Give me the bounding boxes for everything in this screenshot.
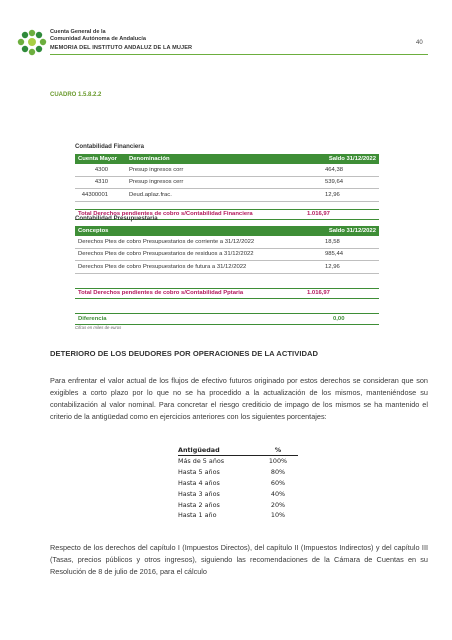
denominacion-cell: Presup ingresos cerr (126, 176, 293, 189)
table-row (75, 248, 379, 261)
denominacion-cell: Presup ingresos corr (126, 164, 293, 176)
table-row (178, 478, 298, 489)
table-row (178, 456, 298, 467)
saldo-cell: 12,96 (293, 261, 379, 274)
saldo-cell: 539,64 (293, 176, 379, 189)
total-label: Total Derechos pendientes de cobro s/Contabilidad Financiera (75, 209, 293, 219)
financiera-table (75, 154, 379, 220)
cuenta-cell: 4300 (75, 164, 126, 176)
table-header-row (75, 154, 379, 164)
cuenta-cell: 44300001 (75, 189, 126, 202)
pct-cell: 60% (270, 478, 286, 487)
antiguedad-cell: Hasta 3 años (178, 489, 220, 498)
antiguedad-cell: Hasta 2 años (178, 500, 220, 509)
antiguedad-cell: Hasta 1 año (178, 511, 217, 520)
diferencia-value: 0,00 (333, 315, 345, 322)
table-row (178, 499, 298, 510)
cuenta-cell: 4310 (75, 176, 126, 189)
cuadro-id: CUADRO 1.5.8.2.2 (50, 92, 102, 98)
presupuestaria-title: Contabilidad Presupuestaria (75, 215, 158, 222)
concepto-cell: Derechos Ptes de cobro Presupuestarios de futura a 31/12/2022 (75, 261, 293, 274)
org-name-line2: Comunidad Autónoma de Andalucía (50, 35, 146, 42)
antiguedad-cell: Hasta 5 años (178, 468, 220, 477)
page-number: 40 (416, 40, 423, 46)
total-label: Total Derechos pendientes de cobro s/Contabilidad Pptaria (75, 288, 293, 298)
header-saldo: Saldo 31/12/2022 (293, 226, 379, 236)
table-header-row (75, 226, 379, 236)
table-header-row (178, 445, 298, 456)
concepto-cell: Derechos Ptes de cobro Presupuestarios de corriente a 31/12/2022 (75, 236, 293, 248)
table-row (75, 236, 379, 248)
header-denominacion: Denominación (126, 154, 293, 164)
total-value: 1.016,97 (293, 209, 379, 219)
antiguedad-cell: Hasta 4 años (178, 478, 220, 487)
header-divider (50, 54, 428, 55)
units-note: Cifras en miles de euros (75, 325, 122, 330)
header-saldo: Saldo 31/12/2022 (293, 154, 379, 164)
document-title: MEMORIA DEL INSTITUTO ANDALUZ DE LA MUJER (50, 45, 193, 51)
pct-cell: 80% (270, 468, 286, 477)
paragraph-1: Para enfrentar el valor actual de los flujos de efectivo futuros originado por estos derechos se consideran que son exigibles a corto plazo por lo que no se ha procedido a la actualización de los mismos, manteniéndose su contabilización al valor nominal. Para concretar el riesgo crediticio de impago de los mismos se ha mantenido el criterio de la antigüedad como en ejercicios anteriores con los siguientes porcentajes: (50, 376, 428, 421)
financiera-title: Contabilidad Financiera (75, 143, 145, 150)
pct-cell: 20% (270, 500, 286, 509)
org-name-line1: Cuenta General de la (50, 29, 106, 35)
saldo-cell: 464,38 (293, 164, 379, 176)
presupuestaria-table (75, 226, 379, 299)
concepto-cell: Derechos Ptes de cobro Presupuestarios de residuos a 31/12/2022 (75, 248, 293, 261)
header-conceptos: Conceptos (75, 226, 293, 236)
junta-andalucia-logo-icon (17, 29, 47, 57)
total-value: 1.016,97 (293, 288, 379, 298)
table-row (75, 164, 379, 176)
saldo-cell: 18,58 (293, 236, 379, 248)
table-row (75, 261, 379, 274)
antiguedad-table (178, 445, 298, 521)
table-row (178, 488, 298, 499)
antiguedad-cell: Más de 5 años (178, 457, 225, 466)
header-pct: % (258, 445, 298, 456)
saldo-cell: 985,44 (293, 248, 379, 261)
header-cuenta: Cuenta Mayor (75, 154, 126, 164)
pct-cell: 100% (268, 457, 288, 466)
presupuestaria-total-row (75, 288, 379, 298)
pct-cell: 10% (270, 511, 286, 520)
section-heading: DETERIORO DE LOS DEUDORES POR OPERACIONES DE LA ACTIVIDAD (50, 349, 319, 358)
table-row (75, 189, 379, 202)
diferencia-label: Diferencia (78, 315, 107, 322)
denominacion-cell: Deud.aplaz.frac. (126, 189, 293, 202)
saldo-cell: 12,96 (293, 189, 379, 202)
paragraph-2: Respecto de los derechos del capítulo I (Impuestos Directos), del capítulo II (Impuestos Indirectos) y del capítulo III (Tasas, precios públicos y otros ingresos), siguiendo las recomendaciones de la Cámara de Cuentas en su Resolución de 8 de julio de 2016, para el cálculo (50, 543, 428, 576)
header-antiguedad: Antigüedad (178, 445, 258, 456)
table-row (75, 176, 379, 189)
diferencia-row (75, 313, 379, 325)
table-row (178, 467, 298, 478)
pct-cell: 40% (270, 489, 286, 498)
table-row (178, 510, 298, 521)
